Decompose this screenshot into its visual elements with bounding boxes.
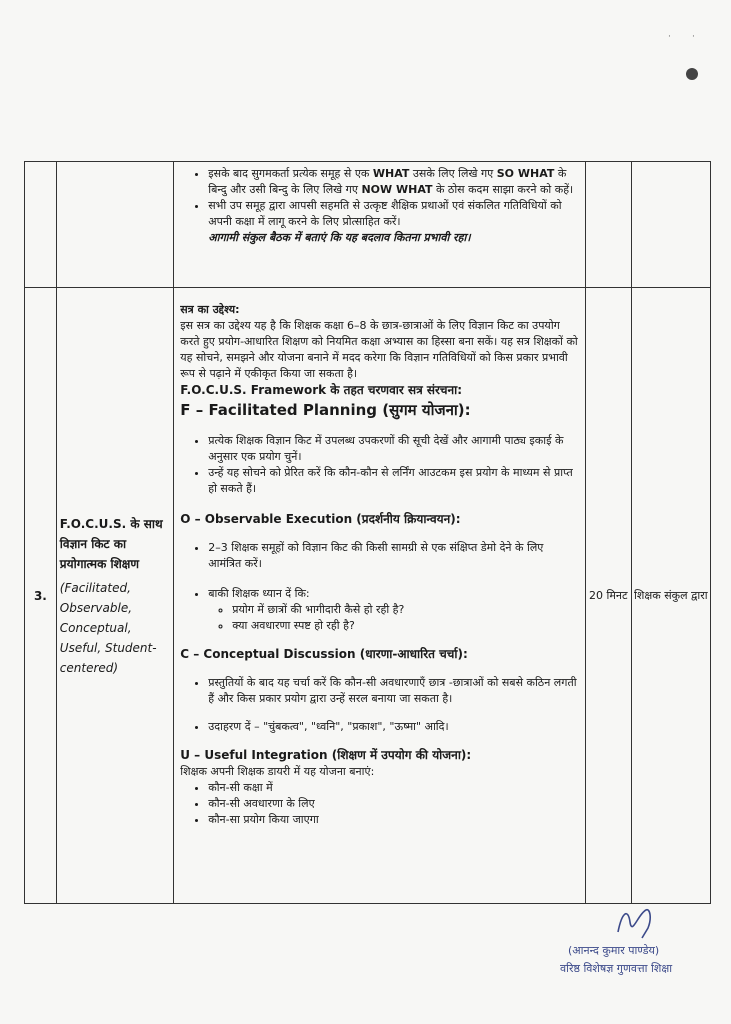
table-row-previous — [25, 162, 711, 288]
list-item: • उन्हें यह सोचने को प्रेरित करें कि कौन-कौन से लर्निंग आउटकम इस प्रयोग के माध्यम से प्राप्त हो सकते हैं। — [208, 465, 579, 497]
c-bullets — [180, 675, 579, 735]
list-item: • प्रस्तुतियों के बाद यह चर्चा करें कि कौन-सी अवधारणाएँ छात्र -छात्राओं को सबसे कठिन लगती हैं और किस प्रकार प्रयोग द्वारा उन्हें सरल बनाया जा सकता है। — [208, 675, 579, 707]
session-table — [24, 161, 711, 904]
text-span: सभी उप समूह द्वारा आपसी सहमति से उत्कृष्ट शैक्षिक प्रथाओं एवं संकलित गतिविधियों को अपनी कक्षा में लागू करने के लिए प्रोत्साहित करें। — [208, 199, 562, 228]
list-item: • कौन-सा प्रयोग किया जाएगा — [208, 812, 579, 828]
list-item — [208, 586, 579, 634]
framework-heading: F.O.C.U.S. Framework के तहत चरणवार सत्र संरचना: — [180, 383, 463, 397]
text-span: SO WHAT — [496, 167, 555, 180]
list-item: • उदाहरण दें – "चुंबकत्व", "ध्वनि", "प्रकाश", "ऊष्मा" आदि। — [208, 719, 579, 735]
closing-note: आगामी संकुल बैठक में बताएं कि यह बदलाव कितना प्रभावी रहा। — [208, 231, 471, 244]
signatory-name: (आनन्द कुमार पाण्डेय) — [568, 944, 660, 957]
text-span: WHAT — [372, 167, 410, 180]
text-span: उसके लिए लिखे गए — [409, 167, 497, 180]
text-span: इसके बाद सुगमकर्ता प्रत्येक समूह से एक — [208, 167, 373, 180]
sub-bullets — [208, 602, 579, 634]
o-bullets — [180, 540, 579, 634]
f-heading: F – Facilitated Planning (सुगम योजना): — [180, 401, 471, 419]
duration-cell — [585, 162, 631, 288]
scan-speck: · — [692, 32, 695, 42]
table-row-3 — [25, 288, 711, 904]
handwritten-signature — [612, 902, 672, 942]
bullet-list — [180, 166, 579, 230]
punch-hole-mark — [686, 68, 698, 80]
topic-cell — [56, 162, 173, 288]
text-span: के ठोस कदम साझा करने को कहें। — [432, 183, 574, 196]
c-heading: C – Conceptual Discussion (धारणा-आधारित चर्चा): — [180, 647, 468, 661]
duration-cell — [585, 288, 631, 904]
list-item: • कौन-सी अवधारणा के लिए — [208, 796, 579, 812]
list-item: • प्रत्येक शिक्षक विज्ञान किट में उपलब्ध उपकरणों की सूची देखें और आगामी पाठ्य इकाई के अनुसार एक प्रयोग चुनें। — [208, 433, 579, 465]
serial-cell — [25, 162, 57, 288]
row-number: 3. — [33, 588, 47, 603]
content-cell — [174, 162, 586, 288]
list-item — [208, 166, 579, 198]
list-item: • 2–3 शिक्षक समूहों को विज्ञान किट की किसी सामग्री से एक संक्षिप्त डेमो देने के लिए आमंत्रित करें। — [208, 540, 579, 572]
u-intro: शिक्षक अपनी शिक्षक डायरी में यह योजना बनाएं: — [180, 765, 375, 778]
text-span: के बिन्दु और उसी बिन्दु के लिए लिखे गए — [208, 167, 567, 196]
list-item — [208, 198, 579, 230]
objective-text: इस सत्र का उद्देश्य यह है कि शिक्षक कक्षा 6–8 के छात्र-छात्राओं के लिए विज्ञान किट का उपयोग करते हुए प्रयोग-आधारित शिक्षण को नियमित कक्षा अभ्यास का हिस्सा बना सकें। यह सत्र शिक्षकों को यह सोचने, समझने और योजना बनाने में मदद करेगा कि विज्ञान गतिविधियों को किस प्रकार प्रभावी रूप से पढ़ाने में एकीकृत किया जा सकता है। — [180, 319, 578, 380]
duration-value: 20 मिनट — [588, 588, 628, 602]
content-cell — [174, 288, 586, 904]
session-title: F.O.C.U.S. के साथ विज्ञान किट का प्रयोगात्मक शिक्षण — [59, 516, 163, 571]
signatory-designation: वरिष्ठ विशेषज्ञ गुणवत्ता शिक्षा — [560, 962, 673, 975]
list-item: ◦ क्या अवधारणा स्पष्ट हो रही है? — [232, 618, 579, 634]
list-item: • कौन-सी कक्षा में — [208, 780, 579, 796]
session-subtitle: (Facilitated, Observable, Conceptual, Useful, Student-centered) — [59, 580, 157, 675]
by-cell — [631, 162, 710, 288]
conducted-by: शिक्षक संकुल द्वारा — [634, 588, 708, 602]
f-bullets — [180, 433, 579, 497]
topic-cell — [56, 288, 173, 904]
list-item: ◦ प्रयोग में छात्रों की भागीदारी कैसे हो रही है? — [232, 602, 579, 618]
text-span: NOW WHAT — [361, 183, 433, 196]
o-heading: O – Observable Execution (प्रदर्शनीय क्रियान्वयन): — [180, 512, 461, 526]
serial-cell — [25, 288, 57, 904]
signature-block — [560, 942, 672, 978]
scan-speck: · — [668, 32, 671, 42]
u-heading: U – Useful Integration (शिक्षण में उपयोग की योजना): — [180, 748, 472, 762]
by-cell — [631, 288, 710, 904]
u-bullets — [180, 780, 579, 828]
objective-heading: सत्र का उद्देश्य: — [180, 303, 240, 316]
text-span: बाकी शिक्षक ध्यान दें कि: — [208, 587, 310, 600]
